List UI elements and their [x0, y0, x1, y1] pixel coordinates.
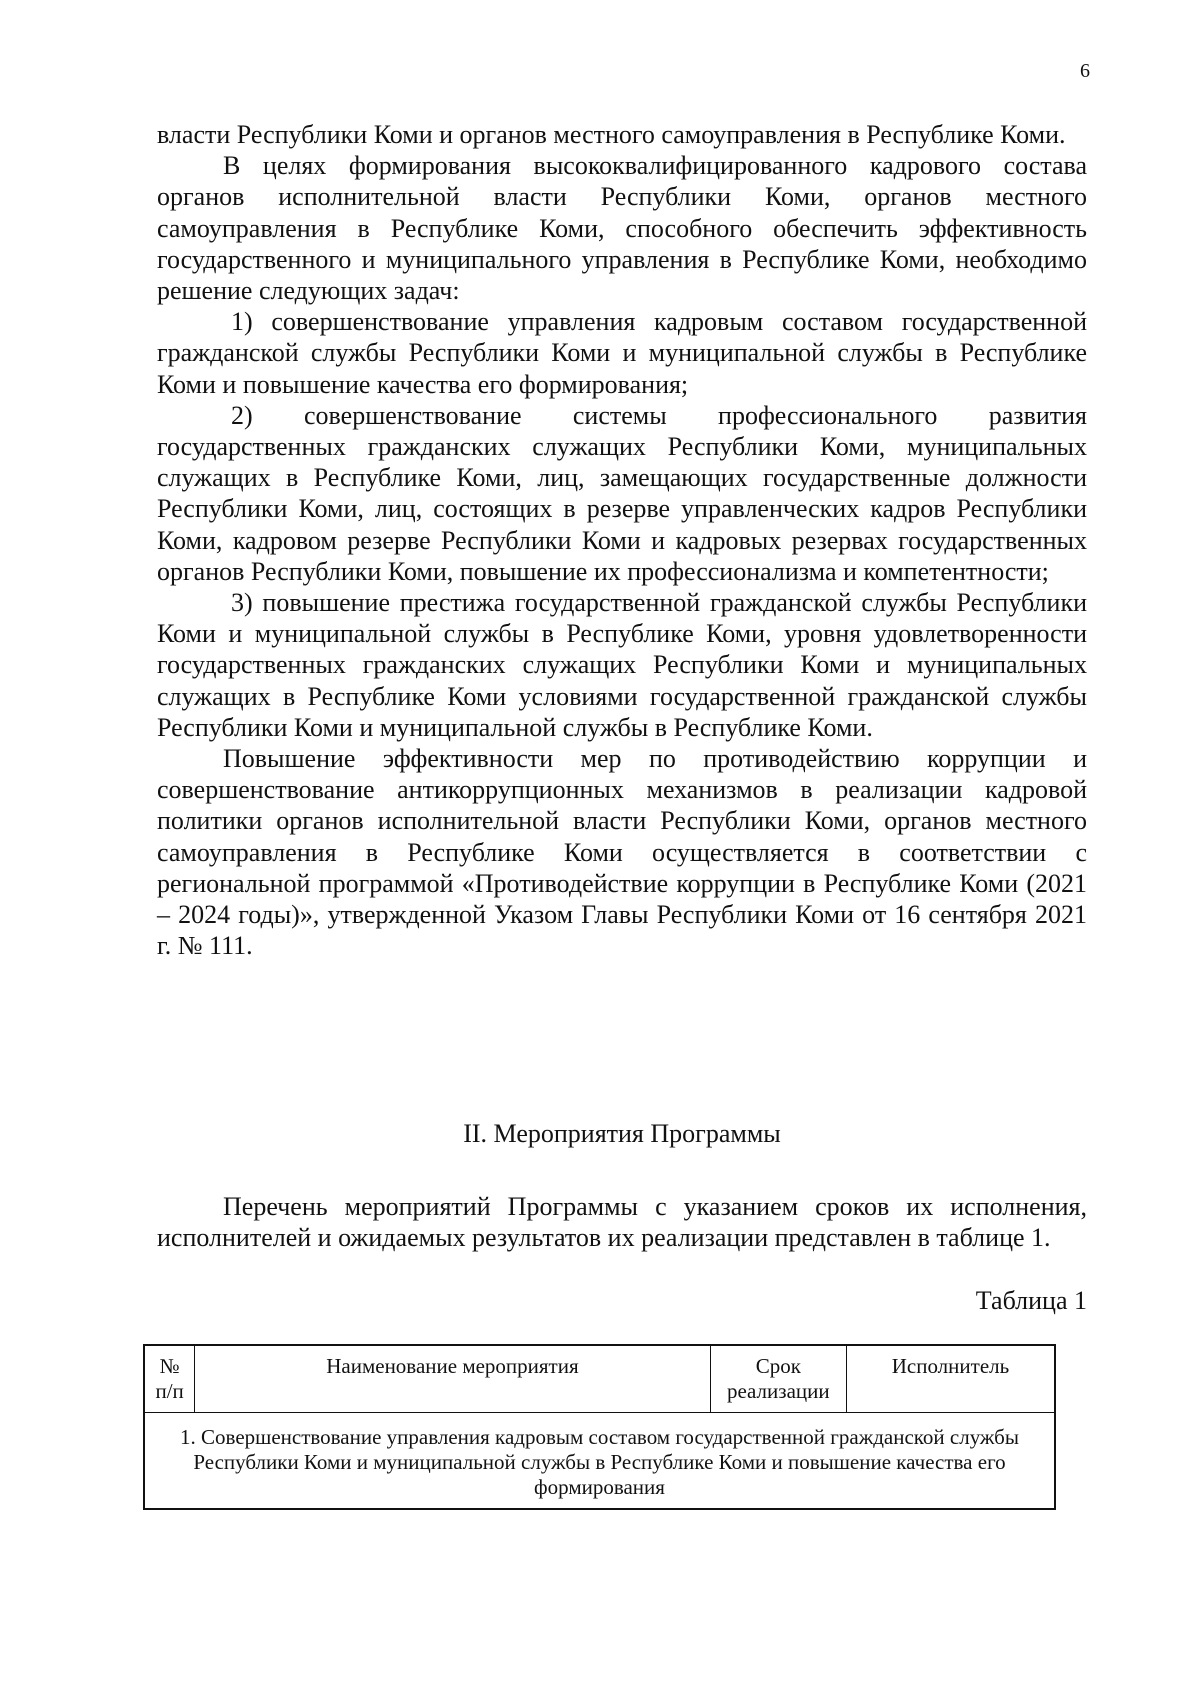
- task-item-3: 3) повышение престижа государственной гражданской службы Республики Коми и муниципальной службы в Республике Коми, уровня удовлетворенности государственных гражданских служащих Республики Коми и муниципальных служащих в Республике Коми условиями государственной гражданской службы Республики Коми и муниципальной службы в Республике Коми.: [157, 588, 1087, 742]
- paragraph-continuation: власти Республики Коми и органов местного самоуправления в Республике Коми.: [157, 120, 1066, 149]
- intro-text: [157, 1191, 1087, 1253]
- header-term: Срок реализации: [710, 1345, 846, 1413]
- table-section-row: [144, 1413, 1055, 1510]
- task-item-1: 1) совершенствование управления кадровым составом государственной гражданской службы Республики Коми и муниципальной службы в Республике Коми и повышение качества его формирования;: [157, 307, 1087, 399]
- table-section-title: 1. Совершенствование управления кадровым составом государственной гражданской службы Республики Коми и муниципальной службы в Республике Коми и повышение качества его формирования: [144, 1413, 1055, 1510]
- body-text: [157, 119, 1087, 961]
- paragraph-anticorruption: Повышение эффективности мер по противодействию коррупции и совершенствование антикоррупционных механизмов в реализации кадровой политики органов исполнительной власти Республики Коми, органов местного самоуправления в Республике Коми осуществляется в соответствии с региональной программой «Противодействие коррупции в Республике Коми (2021 – 2024 годы)», утвержденной Указом Главы Республики Коми от 16 сентября 2021 г. № 111.: [157, 744, 1087, 961]
- task-item-2: 2) совершенствование системы профессионального развития государственных гражданских служащих Республики Коми, муниципальных служащих в Республике Коми, лиц, замещающих государственные должности Республики Коми, лиц, состоящих в резерве управленческих кадров Республики Коми, кадровом резерве Республики Коми и кадровых резервах государственных органов Республики Коми, повышение их профессионализма и компетентности;: [157, 400, 1087, 586]
- header-number: № п/п: [144, 1345, 195, 1413]
- paragraph-intro: Перечень мероприятий Программы с указанием сроков их исполнения, исполнителей и ожидаемых результатов их реализации представлен в таблице 1.: [157, 1192, 1087, 1253]
- table-caption: Таблица 1: [975, 1286, 1087, 1315]
- measures-table: [143, 1344, 1056, 1510]
- header-name: Наименование мероприятия: [195, 1345, 710, 1413]
- section-heading: II. Мероприятия Программы: [463, 1119, 781, 1148]
- header-executor: Исполнитель: [846, 1345, 1055, 1413]
- page-number: 6: [1080, 60, 1090, 82]
- paragraph-goals: В целях формирования высококвалифицированного кадрового состава органов исполнительной власти Республики Коми, органов местного самоуправления в Республике Коми, способного обеспечить эффективность государственного и муниципального управления в Республике Коми, необходимо решение следующих задач:: [157, 151, 1087, 306]
- table-header-row: [144, 1345, 1055, 1413]
